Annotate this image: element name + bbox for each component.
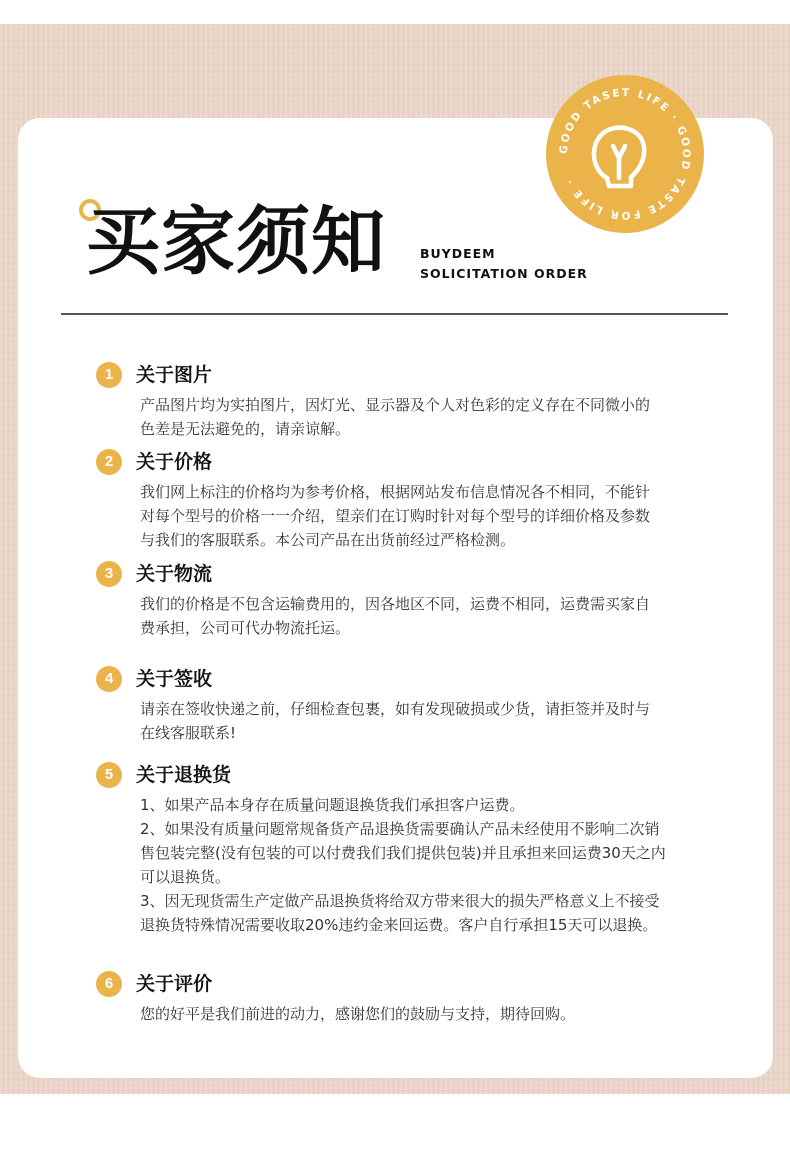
section-body: 产品图片均为实拍图片，因灯光、显示器及个人对色彩的定义存在不同微小的 色差是无法避免的，请亲谅解。 [140,396,651,438]
section-number-badge: 6 [96,971,122,997]
section-body: 我们的价格是不包含运输费用的，因各地区不同，运费不相同，运费需买家自 费承担，公司可代办物流托运。 [140,595,651,637]
section-receipt [96,665,746,745]
section-number-badge: 2 [96,449,122,475]
section-title: 关于价格 [136,451,213,473]
section-number-badge: 5 [96,762,122,788]
seal-ring-text: GOOD TASET LIFE · GOOD TASTE FOR LIFE · [557,86,693,222]
section-body: 请亲在签收快递之前，仔细检查包裹，如有发现破损或少货，请拒签并及时与 在线客服联系! [140,700,651,742]
page-title: 买家须知 [86,199,386,285]
section-title: 关于签收 [136,668,213,690]
section-title: 关于图片 [136,364,213,386]
section-images [96,361,746,441]
section-number-badge: 3 [96,561,122,587]
subtitle-brand: BUYDEEM [420,246,496,261]
section-body: 我们网上标注的价格均为参考价格，根据网站发布信息情况各不相同，不能针 对每个型号的价格一一介绍，望亲们在订购时针对每个型号的详细价格及参数 与我们的客服联系。本公司产品在出货前经过严格检测。 [140,483,651,549]
section-body: 1、如果产品本身存在质量问题退换货我们承担客户运费。 2、如果没有质量问题常规备货产品退换货需要确认产品未经使用不影响二次销 售包装完整(没有包装的可以付费我们我们提供包装)并且承担来回运费30天之内 可以退换货。 3、因无现货需生产定做产品退换货将给双方带来很大的损失严格意义上不接受 退换货特殊情况需要收取20%违约金来回运费。客户自行承担15天可以退换。 [140,796,666,934]
section-title: 关于评价 [136,973,213,995]
brand-seal [545,74,705,234]
section-price [96,448,746,552]
page-subtitle [420,244,588,284]
section-title: 关于物流 [136,563,213,585]
section-title: 关于退换货 [136,764,232,786]
section-number-badge: 4 [96,666,122,692]
section-reviews [96,970,746,1026]
section-number-badge: 1 [96,362,122,388]
section-returns [96,761,746,937]
subtitle-order: SOLICITATION ORDER [420,266,588,281]
section-body: 您的好平是我们前进的动力，感谢您们的鼓励与支持，期待回购。 [140,1005,576,1023]
header-divider [61,313,728,315]
section-logistics [96,560,746,640]
